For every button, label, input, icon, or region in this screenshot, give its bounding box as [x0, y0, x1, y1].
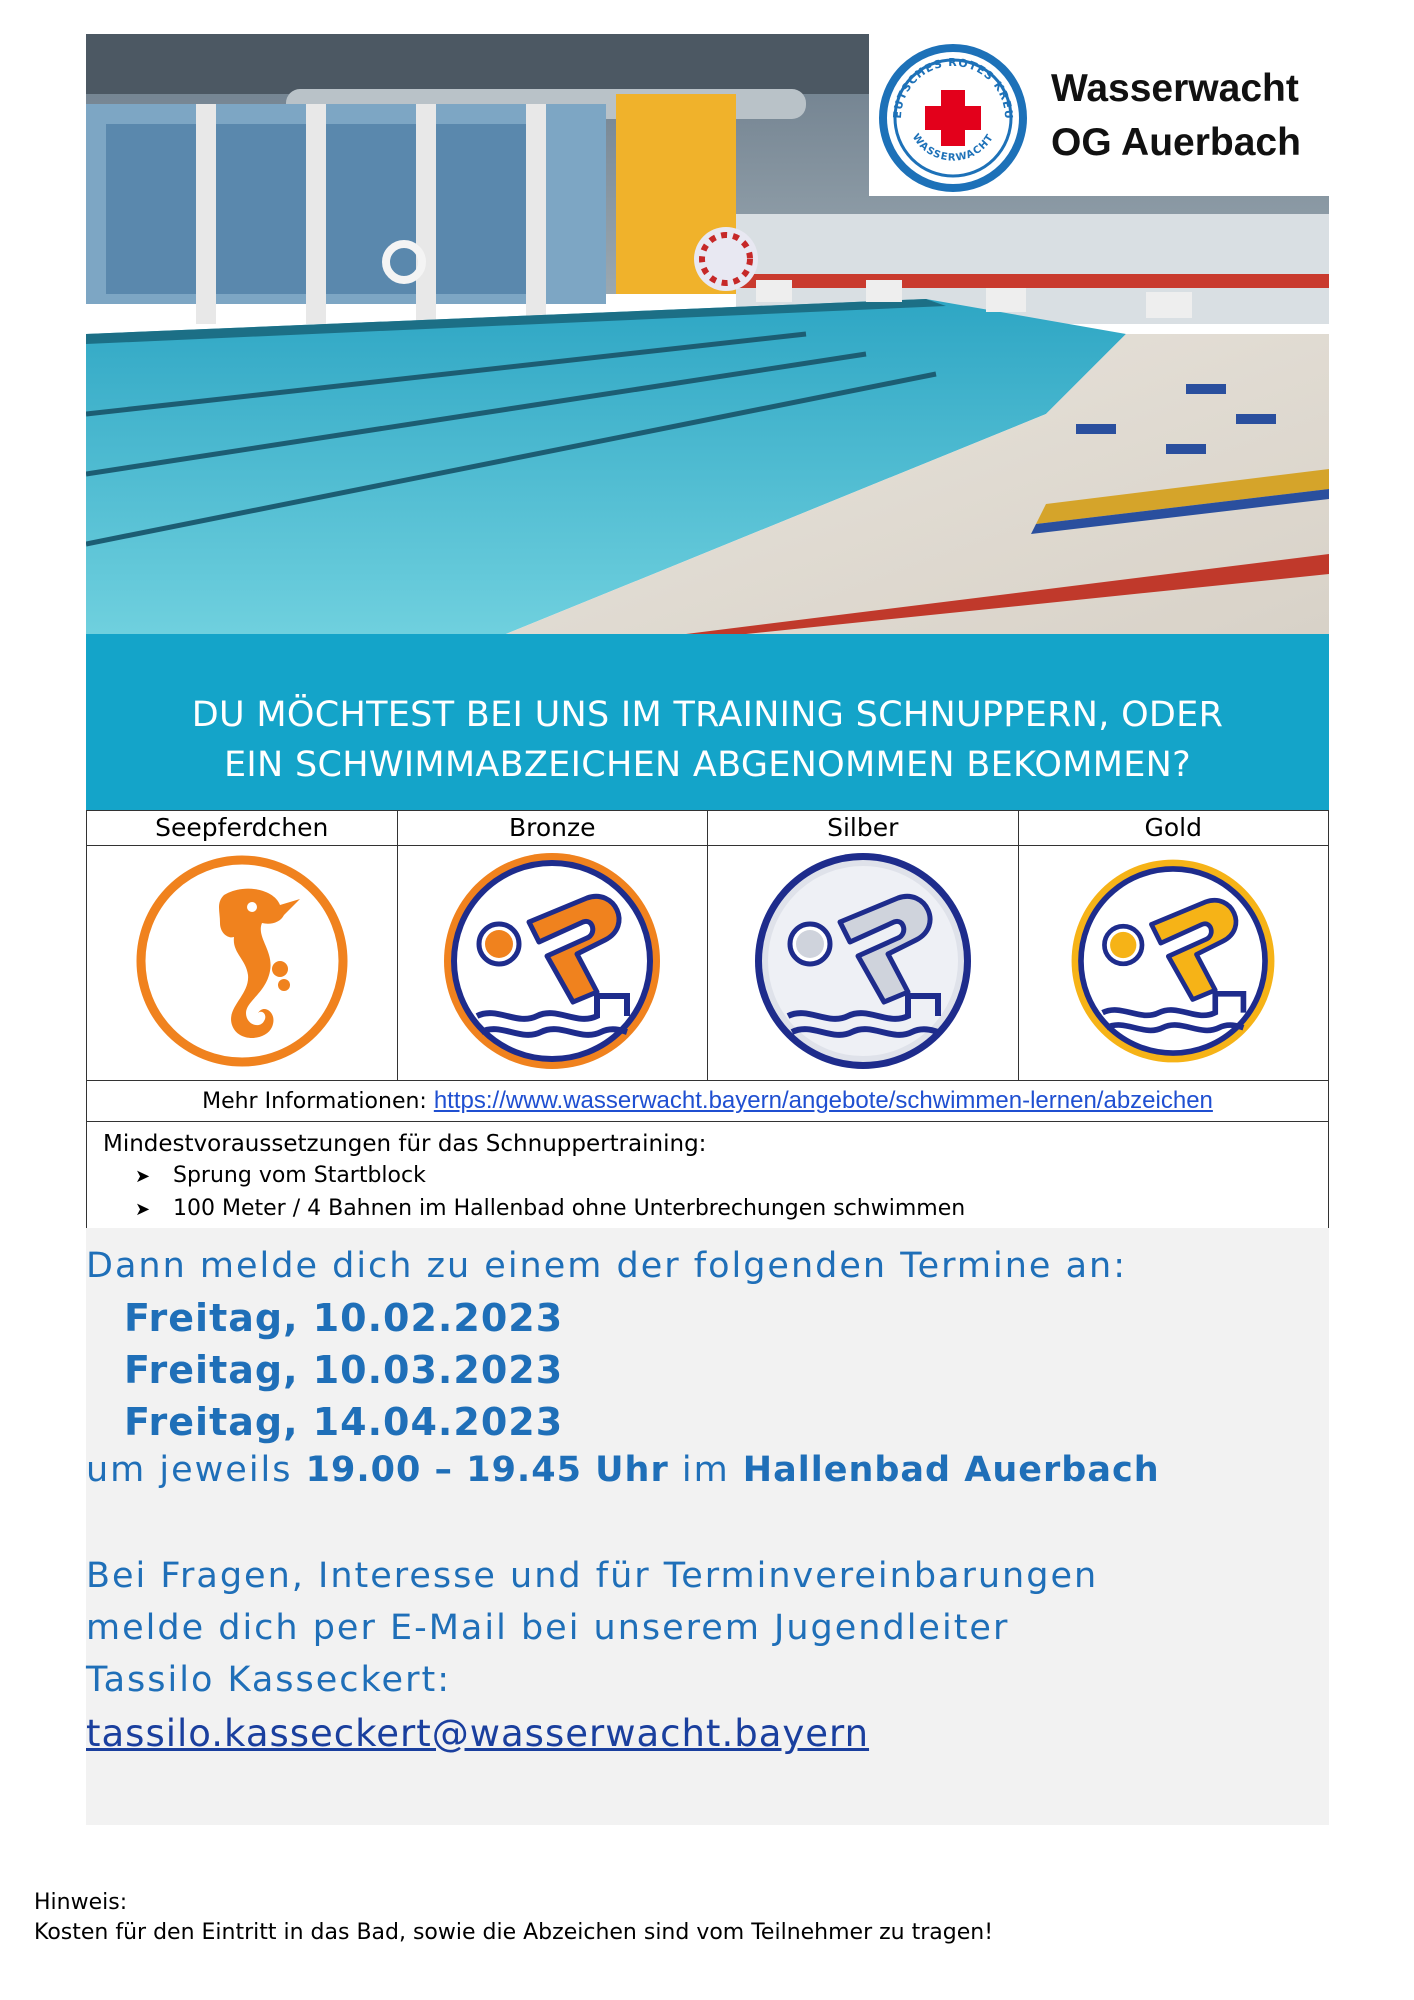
arrow-bullet-icon: ➤ [135, 1166, 151, 1187]
badge-header-row [87, 811, 1329, 846]
wasserwacht-emblem-icon [879, 44, 1027, 192]
org-name [1051, 62, 1301, 170]
gold-swimmer-badge-icon [1065, 853, 1281, 1069]
logo-box [869, 34, 1329, 196]
org-name-line1: Wasserwacht [1051, 67, 1299, 110]
appointment-time: 19.00 – 19.45 Uhr [305, 1450, 669, 1490]
appointment-date: Freitag, 10.02.2023 [124, 1296, 564, 1340]
contact-line2: melde dich per E-Mail bei unserem Jugendleiter [86, 1608, 1010, 1648]
badge-label-silber: Silber [708, 811, 1019, 846]
bronze-swimmer-badge-icon [437, 846, 667, 1076]
contact-line1: Bei Fragen, Interesse und für Terminvereinbarungen [86, 1556, 1099, 1596]
appointment-date: Freitag, 14.04.2023 [124, 1400, 564, 1444]
info-prefix: Mehr Informationen: [202, 1089, 434, 1114]
contact-email-link[interactable]: tassilo.kasseckert@wasserwacht.bayern [86, 1712, 870, 1755]
footer-note [34, 1888, 993, 1948]
appointments-panel [86, 1228, 1329, 1825]
note-title: Hinweis: [34, 1890, 128, 1915]
info-link[interactable]: https://www.wasserwacht.bayern/angebote/schwimmen-lernen/abzeichen [433, 1087, 1213, 1114]
badge-table [86, 810, 1329, 1233]
contact-email-line [86, 1712, 869, 1755]
svg-text:DEUTSCHES ROTES KREUZ: EUTSCHES ROTES KREU [890, 55, 1016, 121]
requirement-item [103, 1160, 1328, 1193]
badge-cell-gold [1018, 846, 1329, 1081]
appointments-intro: Dann melde dich zu einem der folgenden Termine an: [86, 1246, 1128, 1286]
badge-cell-bronze [397, 846, 708, 1081]
arrow-bullet-icon: ➤ [135, 1199, 151, 1220]
headline-line1: DU MÖCHTEST BEI UNS IM TRAINING SCHNUPPERN, ODER [191, 695, 1224, 735]
info-row [87, 1081, 1329, 1122]
note-text: Kosten für den Eintritt in das Bad, sowie die Abzeichen sind vom Teilnehmer zu tragen! [34, 1920, 994, 1945]
headline-banner [86, 634, 1329, 810]
time-prefix: um jeweils [86, 1450, 306, 1490]
headline-line2: EIN SCHWIMMABZEICHEN ABGENOMMEN BEKOMMEN? [224, 745, 1191, 785]
badge-label-bronze: Bronze [397, 811, 708, 846]
time-mid: im [668, 1450, 743, 1490]
requirement-text: Sprung vom Startblock [173, 1163, 426, 1188]
appointment-time-line [86, 1450, 1160, 1490]
badge-label-gold: Gold [1018, 811, 1329, 846]
silver-swimmer-badge-icon [748, 846, 978, 1076]
appointment-date: Freitag, 10.03.2023 [124, 1348, 564, 1392]
badge-image-row [87, 846, 1329, 1081]
requirement-item [103, 1193, 1328, 1226]
contact-line3: Tassilo Kasseckert: [86, 1660, 451, 1700]
requirements-row [87, 1122, 1329, 1233]
appointment-location: Hallenbad Auerbach [742, 1450, 1160, 1490]
badge-cell-seepferdchen [87, 846, 398, 1081]
requirements-title: Mindestvoraussetzungen für das Schnuppertraining: [103, 1131, 707, 1157]
badge-cell-silber [708, 846, 1019, 1081]
requirements-cell [87, 1122, 1329, 1233]
requirement-text: 100 Meter / 4 Bahnen im Hallenbad ohne Unterbrechungen schwimmen [173, 1196, 966, 1221]
info-cell [87, 1081, 1329, 1122]
org-name-line2: OG Auerbach [1051, 121, 1301, 164]
badge-label-seepferdchen: Seepferdchen [87, 811, 398, 846]
svg-text:WASSERWACHT: WASSERWACHT [909, 131, 997, 164]
seahorse-badge-icon [134, 853, 350, 1069]
